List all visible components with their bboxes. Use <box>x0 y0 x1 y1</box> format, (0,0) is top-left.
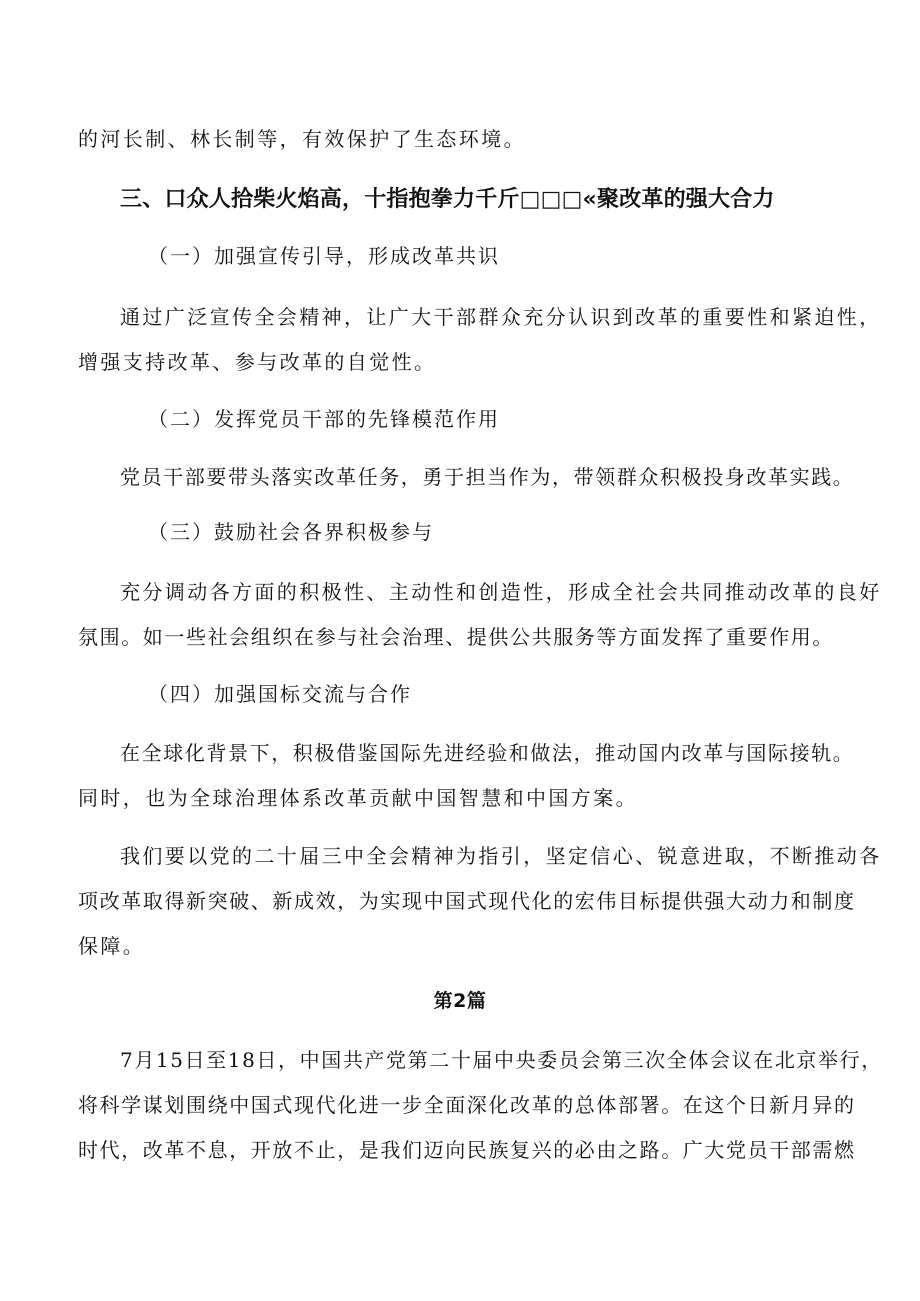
article-title: 第2篇 <box>433 990 487 1012</box>
paragraph-line: 氛围。如一些社会组织在参与社会治理、提供公共服务等方面发挥了重要作用。 <box>78 625 834 649</box>
paragraph-line: 7月15日至18日，中国共产党第二十届中央委员会第三次全体会议在北京举行， <box>120 1048 883 1072</box>
paragraph-line: 党员干部要带头落实改革任务，勇于担当作为，带领群众积极投身改革实践。 <box>120 465 855 489</box>
subsection-heading: （四）加强国标交流与合作 <box>148 682 412 706</box>
paragraph-line: 增强支持改革、参与改革的自觉性。 <box>78 350 437 374</box>
subsection-heading: （三）鼓励社会各界积极参与 <box>148 520 434 544</box>
paragraph-line: 保障。 <box>78 934 146 958</box>
paragraph-line: 同时，也为全球治理体系改革贡献中国智慧和中国方案。 <box>78 786 638 810</box>
subsection-heading: （一）加强宣传引导，形成改革共识 <box>148 244 500 268</box>
paragraph-line: 充分调动各方面的积极性、主动性和创造性，形成全社会共同推动改革的良好 <box>120 580 882 604</box>
paragraph-line: 通过广泛宣传全会精神，让广大干部群众充分认识到改革的重要性和紧迫性， <box>120 305 882 329</box>
paragraph-line: 的河长制、林长制等，有效保护了生态环境。 <box>78 127 526 151</box>
paragraph-line: 在全球化背景下，积极借鉴国际先进经验和做法，推动国内改革与国际接轨。 <box>120 741 855 765</box>
paragraph-line: 时代，改革不息，开放不止，是我们迈向民族复兴的必由之路。广大党员干部需燃 <box>78 1138 856 1162</box>
paragraph-line: 我们要以党的二十届三中全会精神为指引，坚定信心、锐意进取，不断推动各 <box>120 844 882 868</box>
subsection-heading: （二）发挥党员干部的先锋模范作用 <box>148 407 500 431</box>
paragraph-line: 项改革取得新突破、新成效，为实现中国式现代化的宏伟目标提供强大动力和制度 <box>78 889 856 913</box>
section-heading: 三、口众人拾柴火焰高，十指抱拳力千斤□□□«聚改革的强大合力 <box>120 187 775 212</box>
paragraph-line: 将科学谋划围绕中国式现代化进一步全面深化改革的总体部署。在这个日新月异的 <box>78 1093 856 1117</box>
